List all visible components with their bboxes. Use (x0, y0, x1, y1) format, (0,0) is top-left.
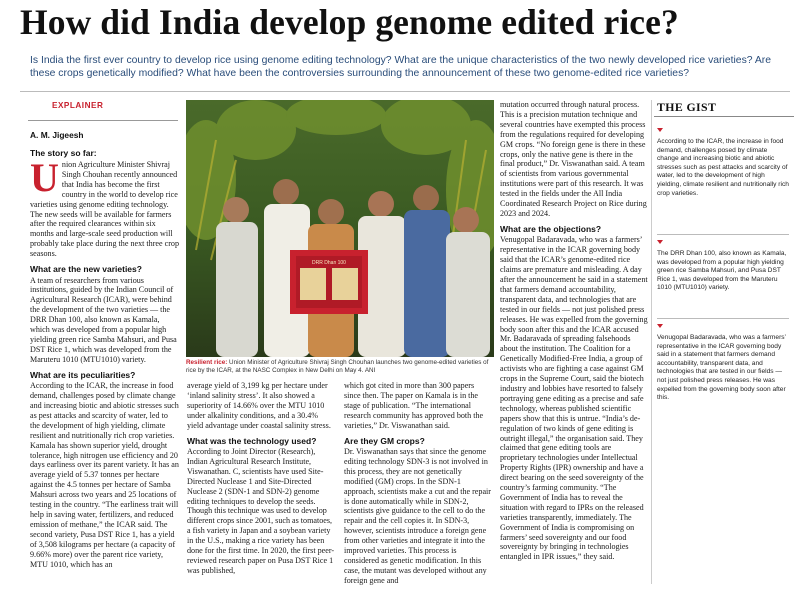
byline: A. M. Jigeesh (30, 130, 84, 140)
paragraph-yield: average yield of 3,199 kg per hectare under ‘inland salinity stress’. It also showed a superiority of 14.66% over the MTU 1010 under alkalinity conditions, and a 30.4% yield advantage under coastal salinity stress. (187, 381, 331, 430)
launch-event-photo (186, 100, 494, 357)
gist-divider (657, 234, 789, 235)
gist-title: THE GIST (657, 100, 717, 114)
caption-body: Union Minister of Agriculture Shivraj Singh Chouhan launches two genome-edited varieties of rice by the ICAR, at the NASC Complex in New Delhi on May 4. ANI (186, 359, 489, 374)
photo-caption (186, 359, 494, 375)
column-2 (187, 381, 335, 576)
paragraph-mutation: mutation occurred through natural process. This is a precision mutation technique and several countries have exempted this process from the regulations required for developing GM crops. “No foreign gene is there in these crops, only the native gene is there in the final product,” Dr. Viswanathan said. A team of scientists from various governmental institutions were part of this research. It was tested in the fields under the All India Coordinated Research Project on Rice during 2023 and 2024. (500, 100, 647, 218)
headline: How did India develop genome edited rice? (20, 2, 679, 42)
column-1 (30, 155, 179, 569)
gist-divider (657, 318, 789, 319)
paragraph-gm-crops: Dr. Viswanathan says that since the genome editing technology SDN-3 is not involved in this process, they are not genetically modified (GM) crops. In the SDN-1 approach, scientists make a cut and the repair is done automatically while in SDN-2, scientists give guidance to the cell to do the repair and the cell copies it. In SDN-3, however, scientists introduce a foreign gene from other varieties and integrate it into the improved varieties. This process is considered as genetic modification. In this case, the mutant was developed without any foreign gene and (344, 447, 491, 585)
paragraph-citations: which got cited in more than 300 papers since then. The paper on Kamala is in the stage of publication. “The international research community has approved both the varieties,” Dr. Viswanathan said. (344, 381, 484, 430)
intro-paragraph: Union Agriculture Minister Shivraj Singh Chouhan recently announced that India has become the first country in the world to develop rice varieties using genome editing technology. The new seeds will be available for farmers after the required clearances within six months and large-scale seed production will probably take place during the next three crop seasons. (30, 155, 179, 259)
column-3 (344, 381, 492, 586)
paragraph-objections: Venugopal Badaravada, who was a farmers’ representative in the ICAR governing body said that the ICAR’s genome-edited rice claims are premature and misleading. A day after the announcement he said in a statement that farmers demand accountability, transparent data, and technologies that are tested in our fields — not just polished press releases. He was expelled from the governing body soon after this and the ICAR accused Mr. Badaravada of spreading falsehoods about the institution. The Coalition for a Genetically Modified-Free India, a group of activists who are fighting a case against GM crops in the Supreme Court, said the biotech industry and lobbies have resorted to falsely portraying gene editing as a precise and safe technology, whereas published scientific papers show that this is untrue. “India’s de-regulation of two kinds of gene editing is outright illegal,” the organisation said. They claimed that gene editing tools are proprietary technologies under Intellectual Property Rights (IPR) ownership and have a direct bearing on the seed sovereignty of the country’s farming community. “The Government of India has to reveal the situation with regard to IPRs on the released varieties transparently, immediately. The Government of India is compromising on farmers’ seed sovereignty and our food sovereignty by bringing in technologies entangled in IPR issues,” they said. (500, 235, 648, 562)
paragraph-technology: According to Joint Director (Research), Indian Agricultural Research Institute, Viswanathan. C, scientists have used Site-Directed Nuclease 1 and Site-Directed Nuclease 2 (SDN-1 and SDN-2) genome editing techniques to develop the seeds. Though this technique was used to develop different crops since 2001, such as tomatoes, a fish variety in Japan and a soybean variety in the U.S., making a rice variety has been done for the first time. In 2020, the first peer-reviewed research paper on Pusa DST Rice 1 was published, (187, 447, 335, 575)
header-rule (20, 91, 790, 92)
kicker-rule (28, 120, 178, 121)
paragraph-new-varieties: A team of researchers from various institutions, guided by the Indian Council of Agricultural Research (ICAR), were behind the development of the two varieties — the DRR Dhan 100, also known as Kamala, which was developed from a popular high yielding green rice Samba Mahsuri, and Pusa DST Rice 1, which was developed from the Maruteru 1010 (MTU1010) variety. (30, 275, 177, 364)
standfirst: Is India the first ever country to develop rice using genome editing technology? What are the unique characteristics of the two newly developed rice varieties? Are these crops genetically modified? What have been the controversies surrounding the announcement of these two genome-edited rice varieties? (30, 55, 772, 80)
heading-objections: What are the objections? (500, 223, 602, 234)
gist-rule (654, 116, 794, 117)
bullet-triangle-icon (657, 128, 663, 132)
caption-lead: Resilient rice: (186, 359, 228, 366)
gist-item-3: Venugopal Badaravada, who was a farmers’ representative in the ICAR governing body said in a statement that farmers demand accountability, transparent data, and technologies that are tested in our fields — not just polished press releases. He was expelled from the governing body soon after this. (657, 334, 786, 402)
heading-new-varieties: What are the new varieties? (30, 264, 142, 275)
bullet-triangle-icon (657, 324, 663, 328)
heading-peculiarities: What are its peculiarities? (30, 369, 136, 380)
gist-item-2: The DRR Dhan 100, also known as Kamala, was developed from a popular high yielding green rice Samba Mahsuri, and Pusa DST Rice 1, was developed from the Maruteru 1010 (MTU1010) variety. (657, 250, 787, 292)
heading-gm-crops: Are they GM crops? (344, 435, 425, 446)
paragraph-peculiarities: According to the ICAR, the increase in food demand, challenges posed by climate change and increasing biotic and abiotic stresses such as pest attacks and scarcity of water, led to the development of high yielding, climate resilient and nutritionally rich crop varieties. Kamala has shown superior yield, drought tolerance, high nitrogen use efficiency and 20 days earliness over its parent variety. It has an average yield of 5.37 tonnes per hectare against the 4.5 tonnes per hectare of Samba Mahsuri across two years and 25 locations of testing in the country. “The earliness trait will help in saving water, fertilizers, and reduced emission of methane,” the ICAR said. The second variety, Pusa DST Rice 1, has a yield of 3,508 kilograms per hectare (a capacity of 9.66% more) over the parent rice variety, MTU 1010, which has an (30, 381, 179, 569)
news-photo (186, 100, 494, 357)
column-divider (651, 100, 652, 584)
kicker-label: EXPLAINER (52, 101, 104, 110)
bullet-triangle-icon (657, 240, 663, 244)
column-4 (500, 100, 648, 562)
heading-technology: What was the technology used? (187, 435, 317, 446)
board-label: DRR Dhan 100 (312, 260, 346, 266)
drop-cap: U (30, 155, 59, 200)
gist-item-1: According to the ICAR, the increase in food demand, challenges posed by climate change and increasing biotic and abiotic stresses such as pest attacks and scarcity of water, led to the development of high yielding, climate resilient and nutritionally rich crop varieties. (657, 138, 789, 197)
story-so-far-heading: The story so far: (30, 148, 97, 158)
